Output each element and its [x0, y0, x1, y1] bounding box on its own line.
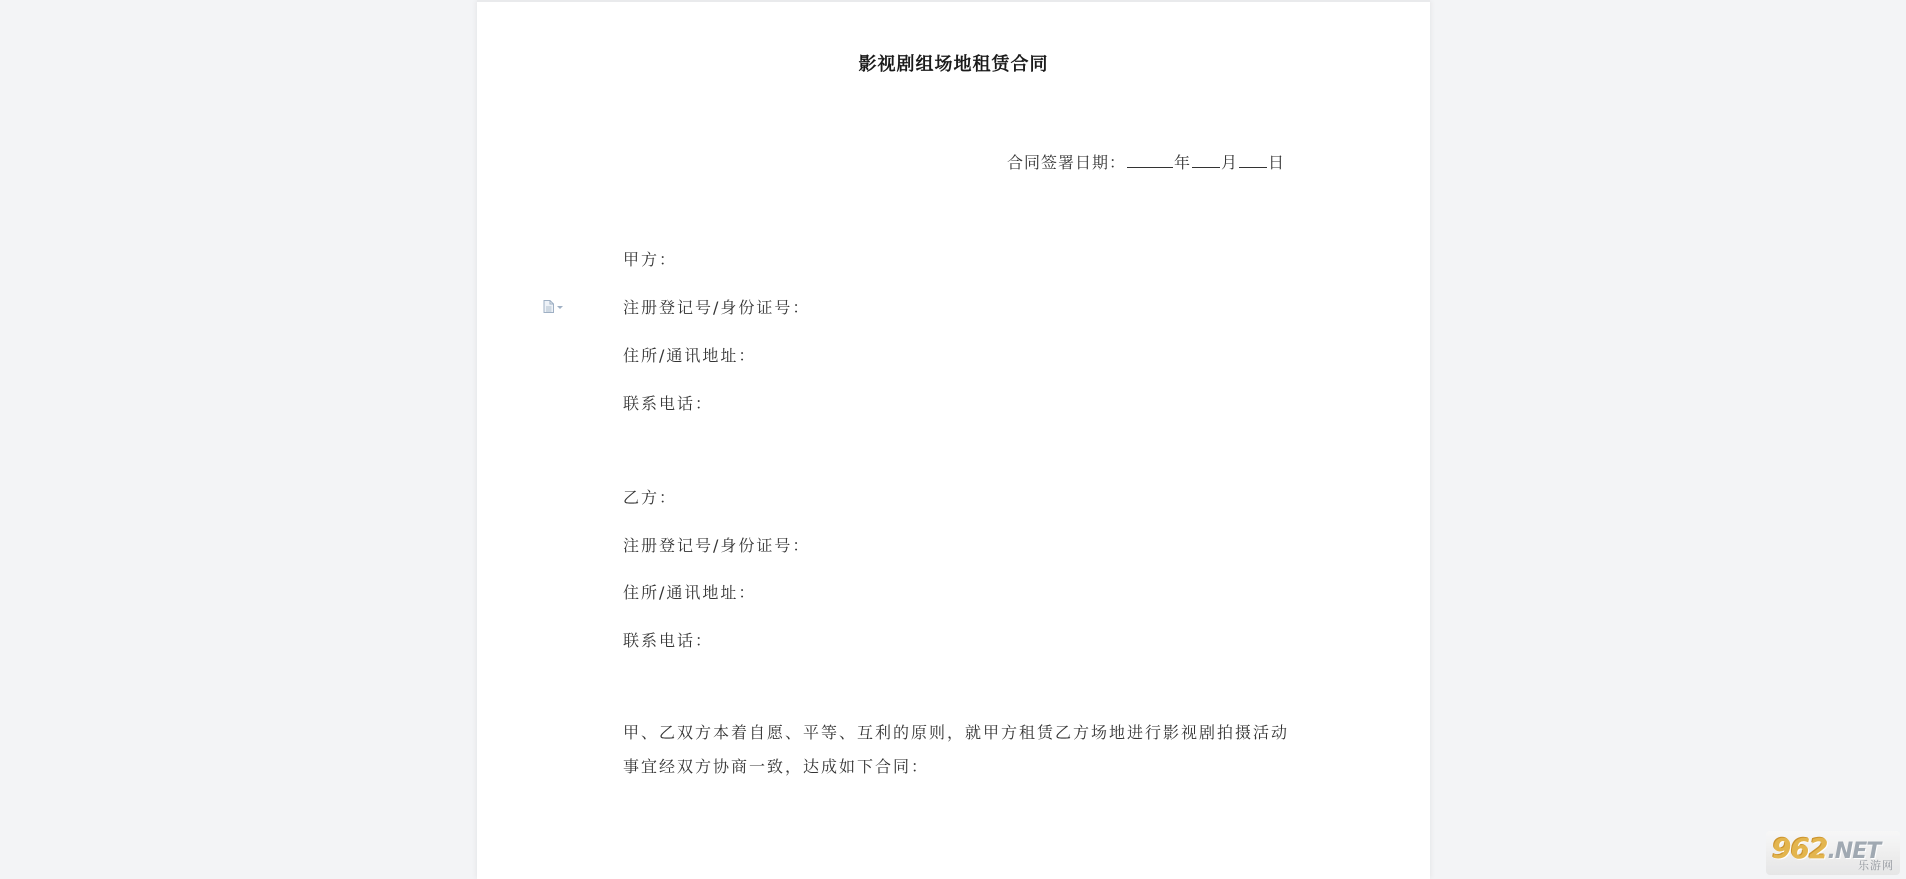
- chevron-down-icon: [557, 306, 563, 309]
- sign-date-line: [1007, 150, 1285, 173]
- party-b-reg-id: 注册登记号/身份证号：: [623, 536, 811, 555]
- year-blank: [1127, 151, 1173, 168]
- month-blank: [1192, 151, 1220, 168]
- watermark-subtitle: 乐游网: [1858, 859, 1894, 872]
- paragraph-menu[interactable]: [543, 300, 563, 313]
- year-label: 年: [1173, 153, 1191, 172]
- sign-date-label: 合同签署日期：: [1006, 153, 1126, 172]
- party-a-address: 住所/通讯地址：: [623, 346, 757, 365]
- day-blank: [1239, 151, 1267, 168]
- party-a-name: 甲方：: [623, 250, 678, 269]
- party-b-address: 住所/通讯地址：: [623, 583, 757, 602]
- intro-paragraph: 甲、乙双方本着自愿、平等、互利的原则，就甲方租赁乙方场地进行影视剧拍摄活动事宜经双方协商一致，达成如下合同：: [623, 723, 1290, 776]
- month-label: 月: [1220, 153, 1238, 172]
- document-icon: [543, 300, 554, 313]
- party-b-name: 乙方：: [623, 488, 678, 507]
- document-page: [477, 0, 1430, 879]
- day-label: 日: [1267, 153, 1285, 172]
- site-watermark: [1766, 831, 1900, 875]
- document-title: 影视剧组场地租赁合同: [858, 54, 1049, 75]
- party-a-phone: 联系电话：: [623, 394, 714, 413]
- party-b-phone: 联系电话：: [623, 631, 714, 650]
- watermark-number: 962: [1772, 832, 1828, 865]
- watermark-suffix: .NET: [1827, 839, 1881, 864]
- party-a-reg-id: 注册登记号/身份证号：: [623, 298, 811, 317]
